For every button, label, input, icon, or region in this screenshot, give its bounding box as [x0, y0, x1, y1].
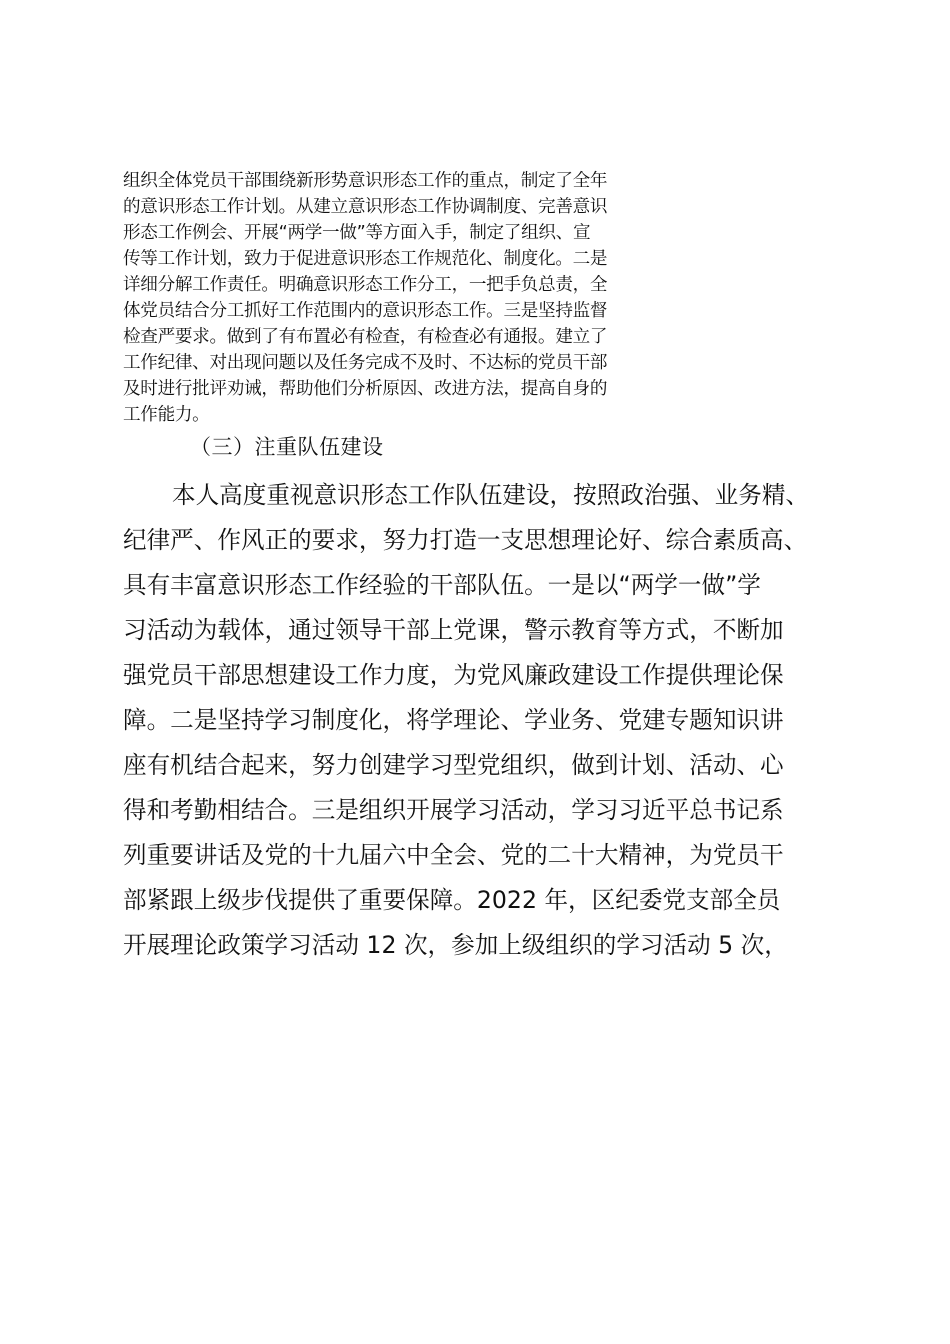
text-line: 的意识形态工作计划。从建立意识形态工作协调制度、完善意识 [123, 197, 608, 217]
text-line: 组织全体党员干部围绕新形势意识形态工作的重点，制定了全年 [123, 171, 608, 191]
text-line: 传等工作计划，致力于促进意识形态工作规范化、制度化。二是 [123, 249, 608, 269]
text-line: 详细分解工作责任。明确意识形态工作分工，一把手负总责，全 [123, 275, 608, 295]
text-line: 形态工作例会、开展“两学一做”等方面入手，制定了组织、宣 [123, 223, 591, 243]
text-line: 座有机结合起来，努力创建学习型党组织，做到计划、活动、心 [123, 751, 784, 779]
text-line: 障。二是坚持学习制度化，将学理论、学业务、党建专题知识讲 [123, 706, 784, 734]
text-line: 工作纪律、对出现问题以及任务完成不及时、不达标的党员干部 [123, 353, 608, 373]
text-line: 部紧跟上级步伐提供了重要保障。2022 年，区纪委党支部全员 [123, 886, 781, 914]
text-line: 具有丰富意识形态工作经验的干部队伍。一是以“两学一做”学 [123, 571, 761, 599]
text-line: 工作能力。 [123, 405, 210, 425]
text-line: 体党员结合分工抓好工作范围内的意识形态工作。三是坚持监督 [123, 301, 608, 321]
text-line: 列重要讲话及党的十九届六中全会、党的二十大精神，为党员干 [123, 841, 784, 869]
text-line: 习活动为载体，通过领导干部上党课，警示教育等方式，不断加 [123, 616, 784, 644]
text-line: 得和考勤相结合。三是组织开展学习活动，学习习近平总书记系 [123, 796, 784, 824]
text-line: 纪律严、作风正的要求，努力打造一支思想理论好、综合素质高、 [123, 526, 808, 554]
text-line: 及时进行批评劝诫，帮助他们分析原因、改进方法，提高自身的 [123, 379, 608, 399]
text-line: 本人高度重视意识形态工作队伍建设，按照政治强、业务精、 [172, 481, 810, 509]
text-line: 检查严要求。做到了有布置必有检查，有检查必有通报。建立了 [123, 327, 608, 347]
text-line: 强党员干部思想建设工作力度，为党风廉政建设工作提供理论保 [123, 661, 784, 689]
text-line: 开展理论政策学习活动 12 次，参加上级组织的学习活动 5 次， [123, 931, 788, 959]
section-heading: （三）注重队伍建设 [190, 435, 384, 459]
